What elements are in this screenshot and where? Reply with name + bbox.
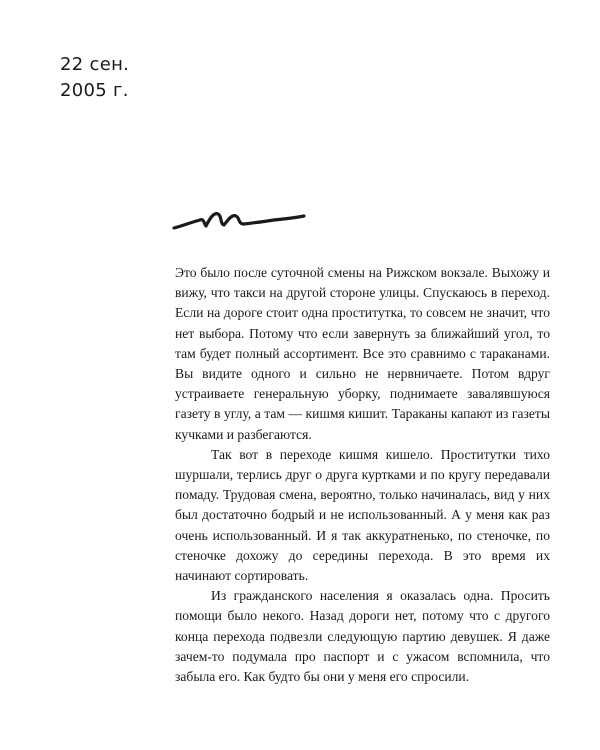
handwritten-squiggle-icon (170, 200, 310, 240)
paragraph-1: Это было после суточной смены на Рижском вокзале. Выхожу и вижу, что такси на другой стороне улицы. Спускаюсь в переход. Если на дороге стоит одна проститутка, то совсем не значит, что нет выбора. Потому что если завернуть за ближайший угол, то там будет полный ассортимент. Все это сравнимо с тараканами. Вы видите одного и сильно не нервничаете. Потом вдруг устраиваете генеральную уборку, поднимаете завалявшуюся газету в углу, а там — кишмя кишит. Тараканы капают из газеты кучками и разбегаются. (175, 265, 550, 442)
article-body (175, 263, 550, 687)
date-line-day: 22 сен. (60, 54, 130, 75)
paragraph-3: Из гражданского населения я оказалась одна. Просить помощи было некого. Назад дороги нет, потому что с другого конца перехода подвезли следующую партию девушек. Я даже зачем-то подумала про паспорт и с ужасом вспомнила, что забыла его. Как будто бы они у меня его спросили. (175, 588, 550, 685)
paragraph-2: Так вот в переходе кишмя кишело. Проститутки тихо шуршали, терлись друг о друга куртками и по кругу передавали помаду. Трудовая смена, вероятно, только начиналась, вид у них был достаточно бодрый и не использованный. А у меня как раз очень использованный. И я так аккуратненько, по стеночке, по стеночке дохожу до середины перехода. В это время их начинают сортировать. (175, 446, 550, 584)
date-line-year: 2005 г. (60, 80, 129, 101)
handwritten-date (60, 52, 129, 104)
